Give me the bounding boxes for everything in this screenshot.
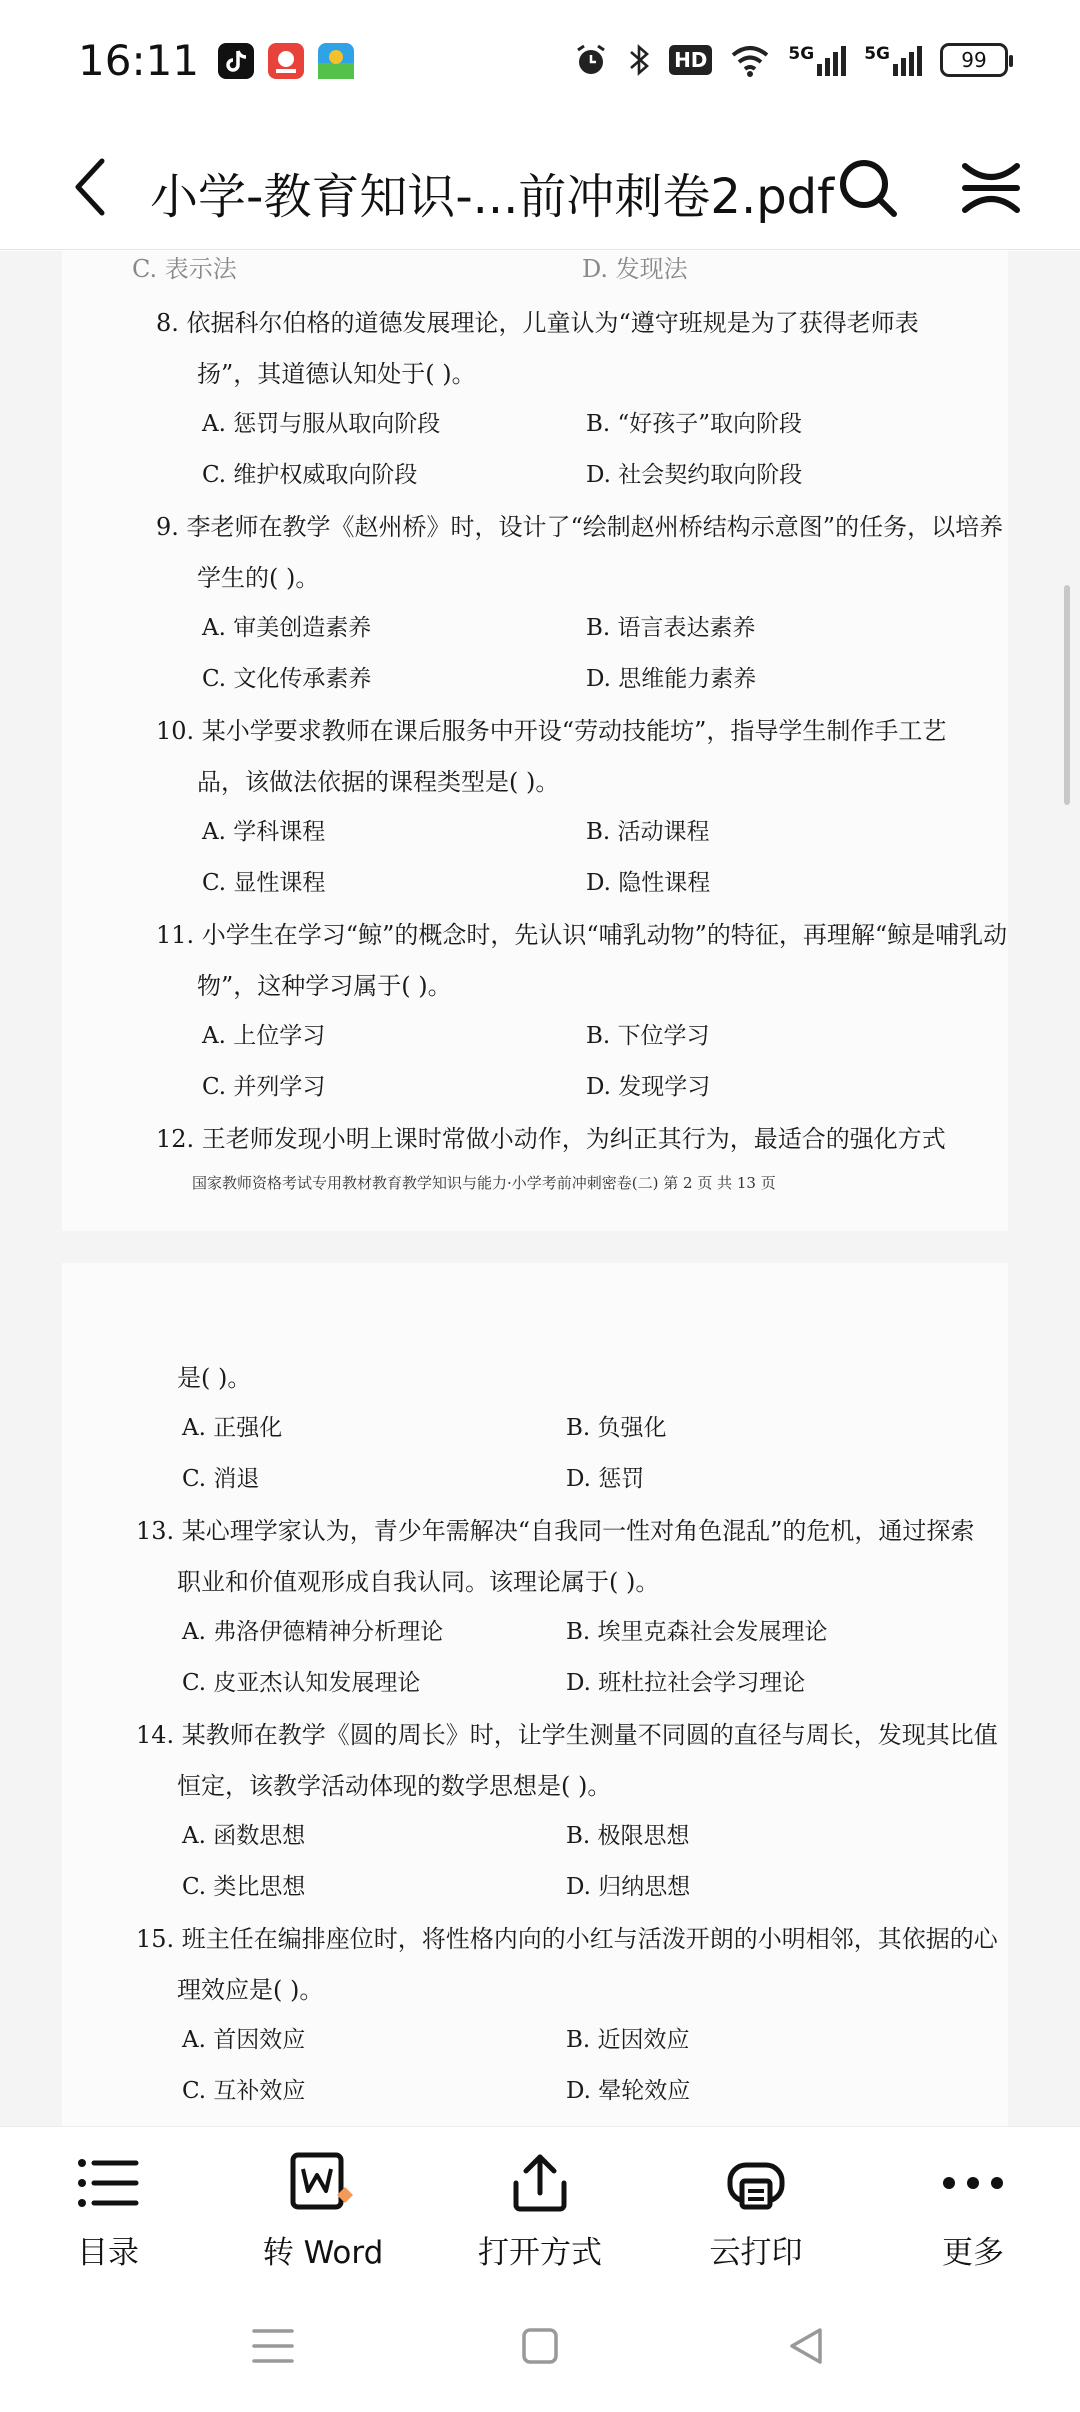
status-time: 16:11	[78, 36, 200, 85]
option-d: D. 班杜拉社会学习理论	[566, 1670, 806, 1696]
home-icon	[521, 2327, 559, 2365]
option-d: D. 惩罚	[566, 1466, 645, 1492]
toolbar-label: 打开方式	[478, 2235, 602, 2271]
option-d: D. 归纳思想	[566, 1874, 691, 1900]
title-bar	[0, 122, 1080, 250]
question-line: 理效应是( )。	[177, 1976, 324, 2004]
option-c: C. 维护权威取向阶段	[202, 462, 418, 488]
search-icon	[837, 157, 899, 219]
system-nav-bar	[0, 2276, 1080, 2412]
option-b: B. 负强化	[566, 1415, 667, 1441]
share-icon	[508, 2151, 572, 2215]
option-b: B. 活动课程	[586, 819, 710, 845]
question-line: 职业和价值观形成自我认同。该理论属于( )。	[177, 1568, 660, 1596]
option-c: C. 互补效应	[182, 2078, 306, 2104]
red-app-icon	[268, 43, 304, 79]
option-d: D. 发现学习	[586, 1074, 711, 1100]
signal-5g-icon: 5G	[788, 44, 846, 76]
question-line: 扬”，其道德认知处于( )。	[197, 360, 476, 388]
option-d: D. 隐性课程	[586, 870, 711, 896]
map-app-icon	[318, 43, 354, 79]
reading-mode-button[interactable]	[955, 152, 1027, 224]
option-b: B. 埃里克森社会发展理论	[566, 1619, 828, 1645]
option-c: C. 显性课程	[202, 870, 326, 896]
bluetooth-icon	[627, 42, 651, 78]
question-line: 11. 小学生在学习“鲸”的概念时，先认识“哺乳动物”的特征，再理解“鲸是哺乳动	[156, 921, 1008, 949]
question-line: 10. 某小学要求教师在课后服务中开设“劳动技能坊”，指导学生制作手工艺	[156, 717, 947, 745]
question-line: 13. 某心理学家认为，青少年需解决“自我同一性对角色混乱”的危机，通过探索	[136, 1517, 975, 1545]
option-a: A. 上位学习	[202, 1023, 326, 1049]
question-line: C. 表示法	[132, 255, 237, 283]
option-b: B. 下位学习	[586, 1023, 710, 1049]
page-footer: 国家教师资格考试专用教材教育教学知识与能力·小学考前冲刺密卷(二) 第 2 页 共 13 页	[192, 1174, 776, 1192]
option-c: C. 并列学习	[202, 1074, 326, 1100]
option-a: A. 弗洛伊德精神分析理论	[182, 1619, 444, 1645]
option-b: B. 极限思想	[566, 1823, 690, 1849]
battery-indicator: 99	[940, 43, 1008, 77]
toc-button[interactable]	[28, 2145, 188, 2272]
reading-mode-icon	[961, 160, 1021, 216]
option-c: C. 消退	[182, 1466, 260, 1492]
status-bar	[0, 0, 1080, 122]
option-c: C. 皮亚杰认知发展理论	[182, 1670, 421, 1696]
option-b: B. 语言表达素养	[586, 615, 756, 641]
search-button[interactable]	[832, 152, 904, 224]
document-title: 小学-教育知识-...前冲刺卷2.pdf	[150, 169, 835, 225]
signal-5g-icon-2: 5G	[864, 44, 922, 76]
question-line: 9. 李老师在教学《赵州桥》时，设计了“绘制赵州桥结构示意图”的任务，以培养	[156, 513, 1004, 541]
printer-icon	[724, 2151, 788, 2215]
toolbar-label: 更多	[942, 2235, 1004, 2271]
question-line: 12. 王老师发现小明上课时常做小动作，为纠正其行为，最适合的强化方式	[156, 1125, 946, 1153]
recent-apps-button[interactable]	[243, 2316, 303, 2376]
menu-icon	[252, 2327, 294, 2365]
convert-word-button[interactable]	[243, 2145, 403, 2272]
option-d: D. 晕轮效应	[566, 2078, 691, 2104]
toolbar-label: 转 Word	[262, 2235, 384, 2271]
question-line: 品，该做法依据的课程类型是( )。	[197, 768, 560, 796]
bottom-toolbar	[0, 2126, 1080, 2276]
pdf-viewer[interactable]	[0, 251, 1080, 2126]
pdf-page-2	[62, 251, 1008, 1231]
question-line: 8. 依据科尔伯格的道德发展理论，儿童认为“遵守班规是为了获得老师表	[156, 309, 919, 337]
question-line: 15. 班主任在编排座位时，将性格内向的小红与活泼开朗的小明相邻，其依据的心	[136, 1925, 998, 1953]
question-line: 是( )。	[177, 1364, 252, 1392]
hd-badge: HD	[669, 45, 712, 75]
scrollbar-thumb[interactable]	[1064, 585, 1070, 805]
option-a: A. 学科课程	[202, 819, 326, 845]
option-c: C. 类比思想	[182, 1874, 306, 1900]
more-icon	[941, 2175, 1005, 2191]
option-d: D. 思维能力素养	[586, 666, 757, 692]
cloud-print-button[interactable]	[676, 2145, 836, 2272]
toolbar-label: 云打印	[709, 2235, 803, 2271]
option-b: B. 近因效应	[566, 2027, 690, 2053]
question-line: 学生的( )。	[197, 564, 320, 592]
question-line: 恒定，该教学活动体现的数学思想是( )。	[177, 1772, 612, 1800]
list-icon	[76, 2155, 140, 2211]
option-d: D. 社会契约取向阶段	[586, 462, 803, 488]
option-a: A. 惩罚与服从取向阶段	[202, 411, 441, 437]
option-b: B. “好孩子”取向阶段	[586, 411, 803, 437]
system-back-button[interactable]	[776, 2316, 836, 2376]
alarm-icon	[573, 42, 609, 78]
home-button[interactable]	[510, 2316, 570, 2376]
back-button[interactable]	[55, 152, 125, 222]
tiktok-app-icon	[218, 43, 254, 79]
toolbar-label: 目录	[77, 2235, 139, 2271]
question-line: 物”，这种学习属于( )。	[197, 972, 452, 1000]
option-c: C. 文化传承素养	[202, 666, 372, 692]
option-a: A. 正强化	[182, 1415, 283, 1441]
convert-word-icon	[287, 2151, 359, 2215]
option-a: A. 函数思想	[182, 1823, 306, 1849]
question-line: 14. 某教师在教学《圆的周长》时，让学生测量不同圆的直径与周长，发现其比值	[136, 1721, 998, 1749]
back-arrow-icon	[70, 157, 110, 217]
more-button[interactable]	[893, 2145, 1053, 2272]
wifi-icon	[730, 43, 770, 77]
question-line: D. 发现法	[582, 255, 688, 283]
option-a: A. 审美创造素养	[202, 615, 372, 641]
open-with-button[interactable]	[460, 2145, 620, 2272]
option-a: A. 首因效应	[182, 2027, 306, 2053]
pdf-page-3	[62, 1263, 1008, 2126]
back-triangle-icon	[786, 2326, 826, 2366]
